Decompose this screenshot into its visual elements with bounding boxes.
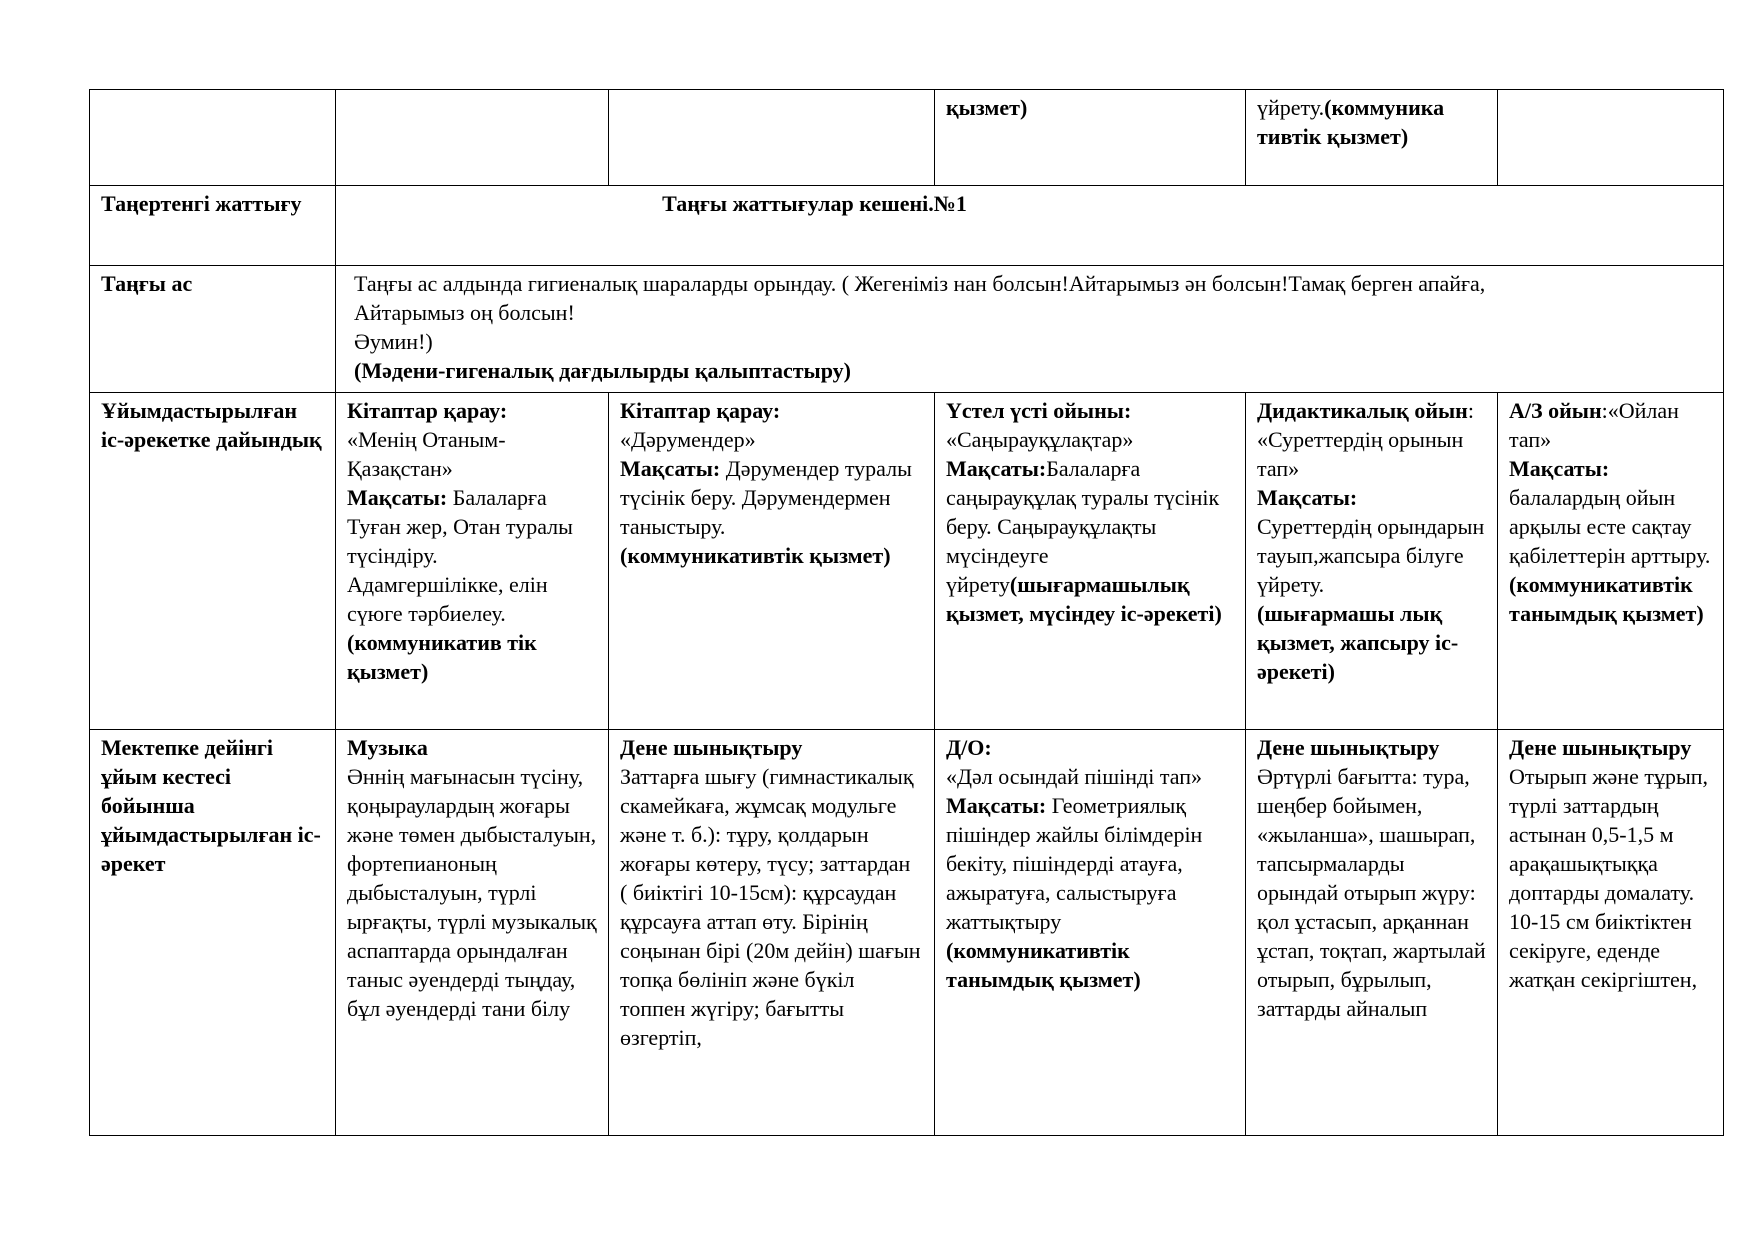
prep-cell-5 xyxy=(1498,393,1724,730)
goal-label: Мақсаты: xyxy=(1509,456,1610,481)
breakfast-cell xyxy=(336,266,1724,393)
activity-name: «Дәрумендер» xyxy=(620,427,756,452)
activity-type: (шығармашы лық қызмет, жапсыру іс-әрекеті) xyxy=(1257,601,1459,684)
row-label: Ұйымдастырылған іс-әрекетке дайындық xyxy=(90,393,336,730)
activity-type: (коммуникативтік қызмет) xyxy=(620,543,891,568)
activity-title: Музыка xyxy=(347,735,428,760)
row-label: Таңертенгі жаттығу xyxy=(90,186,336,266)
goal-label: Мақсаты: xyxy=(1257,485,1358,510)
activity-title: Дене шынықтыру xyxy=(620,735,803,760)
exercise-title: Таңғы жаттығулар кешені.№1 xyxy=(662,191,967,216)
table-row-breakfast xyxy=(90,266,1724,393)
activity-name: :«Ойлан тап» xyxy=(1509,398,1679,452)
continued-activity-label: қызмет) xyxy=(946,95,1028,120)
activity-name: «Менің Отаным-Қазақстан» xyxy=(347,427,506,481)
activity-title: Дидактикалық ойын xyxy=(1257,398,1468,423)
activity-text: Отырып және тұрып, түрлі заттардың астынан 0,5-1,5 м арақашықтыққа доптарды домалату. 10-15 см биіктіктен секіруге, еденде жатқан секіргіштен, xyxy=(1509,764,1709,992)
goal-text: Геометриялық пішіндер жайлы білімдерін бекіту, пішіндерді атауға, ажыратуға, салыстыруға жаттықтыру xyxy=(946,793,1203,934)
continued-activity-label: (коммуника тивтік қызмет) xyxy=(1257,95,1445,149)
table-row-exercise xyxy=(90,186,1724,266)
goal-label: Мақсаты: xyxy=(946,793,1047,818)
exercise-cell xyxy=(336,186,1724,266)
row-label: Таңғы ас xyxy=(90,266,336,393)
goal-label: Мақсаты: xyxy=(347,485,448,510)
activity-name: «Дәл осындай пішінді тап» xyxy=(946,764,1202,789)
table-row-prep xyxy=(90,393,1724,730)
breakfast-line: Әумин!) xyxy=(354,329,433,354)
activity-title: Дене шынықтыру xyxy=(1509,735,1692,760)
lesson-plan-table xyxy=(89,89,1724,1136)
goal-label: Мақсаты: xyxy=(620,456,721,481)
activity-title: Үстел үсті ойыны: xyxy=(946,398,1132,423)
schedule-cell-4 xyxy=(1246,730,1498,1136)
prep-cell-4 xyxy=(1246,393,1498,730)
activity-title: Дене шынықтыру xyxy=(1257,735,1440,760)
table-row-continued xyxy=(90,90,1724,186)
goal-text: Дәрумендер туралы түсінік беру. Дәрумендермен таныстыру. xyxy=(620,456,912,539)
activity-type: (коммуникативтік танымдық қызмет) xyxy=(1509,572,1704,626)
activity-name: «Саңырауқұлақтар» xyxy=(946,427,1134,452)
goal-label: Мақсаты: xyxy=(946,456,1047,481)
schedule-cell-5 xyxy=(1498,730,1724,1136)
table-row-schedule xyxy=(90,730,1724,1136)
prep-cell-1 xyxy=(336,393,609,730)
continued-text: үйрету. xyxy=(1257,95,1325,120)
activity-text: Заттарға шығу (гимнастикалық скамейкаға, жұмсақ модульге және т. б.): тұру, қолдарын жоғары көтеру, түсу; заттардан ( биіктігі 10-15см): құрсаудан құрсауға аттап өту. Бірінің соңынан бірі (20м дейін) шағын топқа бөлініп және бүкіл топпен жүгіру; бағытты өзгертіп, xyxy=(620,764,921,1050)
breakfast-line: Таңғы ас алдында гигиеналық шараларды орындау. ( Жегеніміз нан болсын!Айтарымыз ән болсын!Тамақ берген апайға, xyxy=(354,271,1486,296)
activity-type: (шығармашылық қызмет, мүсіндеу іс-әрекеті) xyxy=(946,572,1222,626)
activity-type: (коммуникатив тік қызмет) xyxy=(347,630,537,684)
goal-text: балалардың ойын арқылы есте сақтау қабілеттерін арттыру. xyxy=(1509,485,1711,568)
cell-continued-text xyxy=(1246,90,1498,186)
prep-cell-2 xyxy=(609,393,935,730)
activity-text: Әннің мағынасын түсіну, қоңыраулардың жоғары және төмен дыбысталуын, фортепианоның дыбысталуын, түрлі ырғақты, түрлі музыкалық аспаптарда орындалған таныс әуендерді тыңдау, бұл әуендерді тани білу xyxy=(347,764,597,1021)
activity-name: : «Суреттердің орынын тап» xyxy=(1257,398,1474,481)
activity-title: Д/О: xyxy=(946,735,992,760)
prep-cell-3 xyxy=(935,393,1246,730)
breakfast-goal: (Мәдени-гигеналық дағдылырды қалыптастыру) xyxy=(354,358,851,383)
breakfast-line: Айтарымыз оң болсын! xyxy=(354,300,575,325)
activity-title: А/З ойын xyxy=(1509,398,1602,423)
activity-title: Кітаптар қарау: xyxy=(620,398,781,423)
schedule-cell-3 xyxy=(935,730,1246,1136)
goal-text: Балаларға саңырауқұлақ туралы түсінік беру. Саңырауқұлақты мүсіндеуге үйрету xyxy=(946,456,1220,597)
activity-text: Әртүрлі бағытта: тура, шеңбер бойымен, «жыланша», шашырап, тапсырмаларды орындай отырып жүру: қол ұстасып, арқаннан ұстап, тоқтап, жартылай отырып, бұрылып, заттарды айналып xyxy=(1257,764,1486,1021)
schedule-cell-1 xyxy=(336,730,609,1136)
activity-title: Кітаптар қарау: xyxy=(347,398,508,423)
cell-empty xyxy=(336,90,609,186)
cell-empty xyxy=(90,90,336,186)
cell-empty xyxy=(609,90,935,186)
row-label: Мектепке дейінгі ұйым кестесі бойынша ұйымдастырылған іс-әрекет xyxy=(90,730,336,1136)
goal-text: Суреттердің орындарын тауып,жапсыра білуге үйрету. xyxy=(1257,514,1485,597)
cell-empty xyxy=(1498,90,1724,186)
goal-text: Балаларға Туған жер, Отан туралы түсіндіру. Адамгершілікке, елін сүюге тәрбиелеу. xyxy=(347,485,573,626)
activity-type: (коммуникативтік танымдық қызмет) xyxy=(946,938,1141,992)
cell-continued-text xyxy=(935,90,1246,186)
schedule-cell-2 xyxy=(609,730,935,1136)
